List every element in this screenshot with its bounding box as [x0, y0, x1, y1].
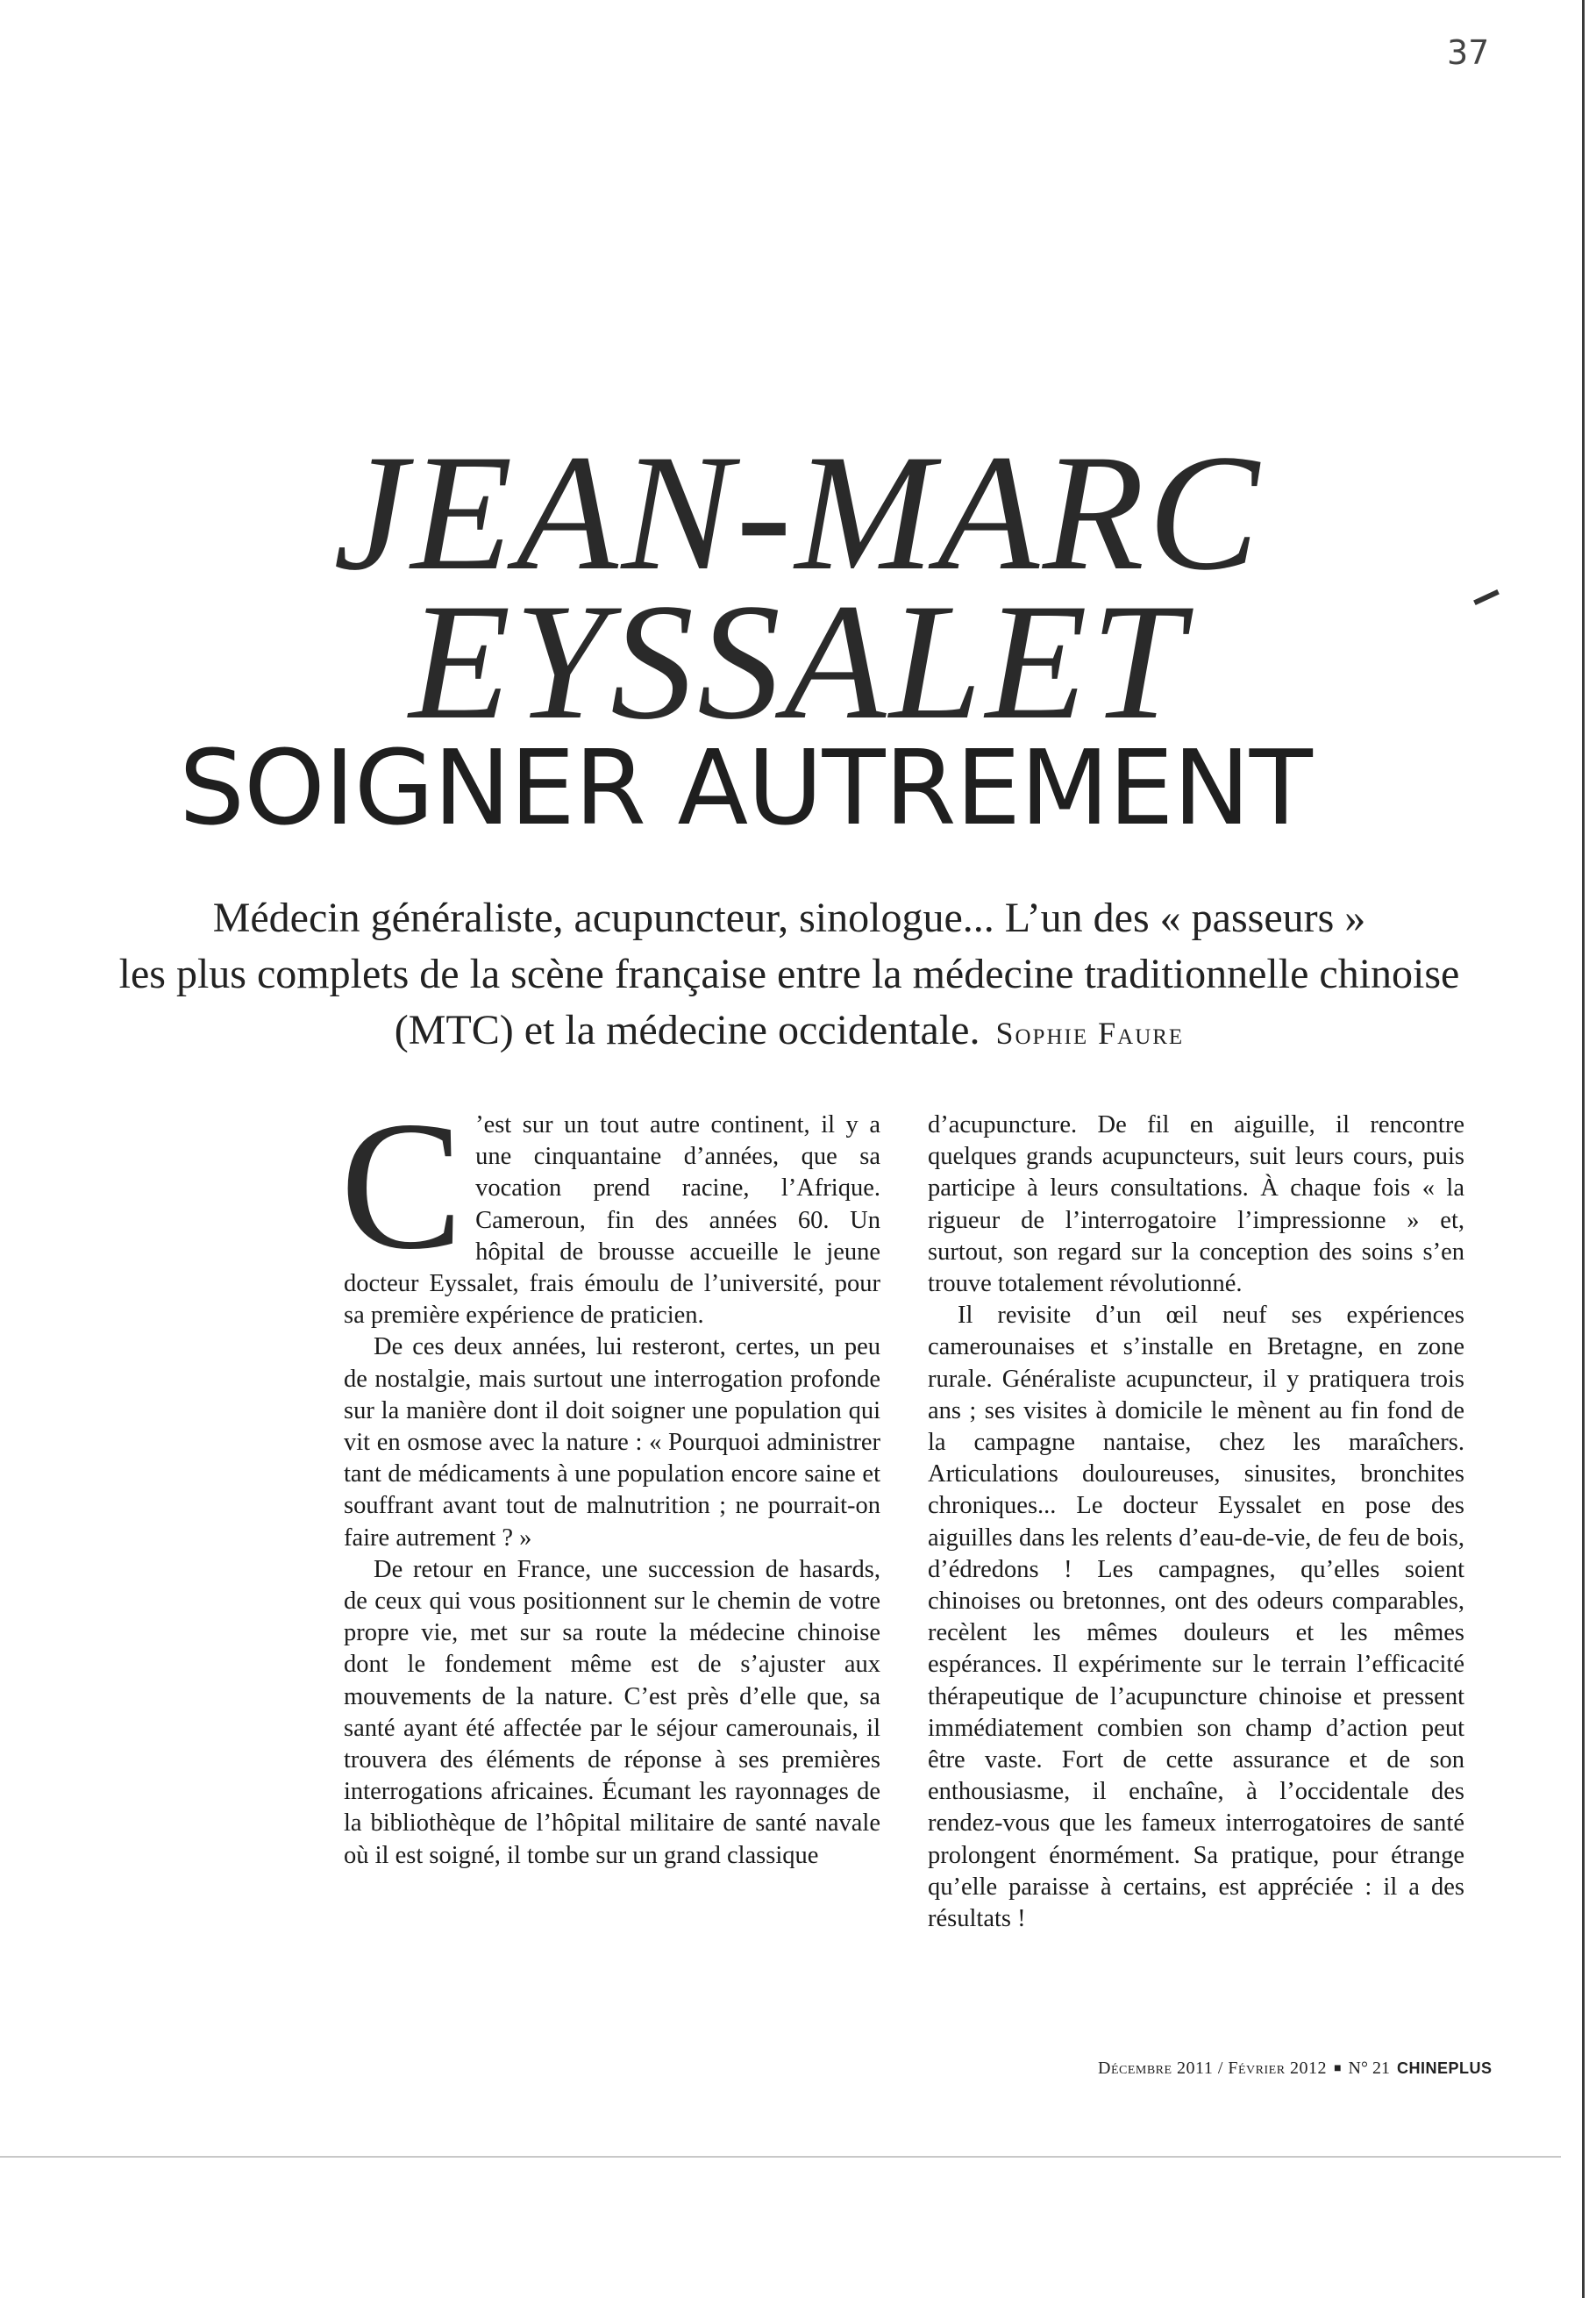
title-line-2: EYSSALET — [409, 570, 1187, 754]
article-paragraph: De ces deux années, lui resteront, certes, un peu de nostalgie, mais surtout une interrogation profonde sur la manière dont il doit soigner une population qui vit en osmose avec la nature : « Pourquoi administrer tant de médicaments à une population encore saine et souffrant avant tout de malnutrition ; ne pourrait-on faire autrement ? » — [344, 1333, 880, 1552]
article-paragraph — [340, 1084, 880, 1331]
magazine-name: CHINEPLUS — [1396, 2059, 1493, 2077]
article-column-right — [928, 1110, 1464, 1935]
author-byline: Sophie Faure — [995, 1016, 1185, 1051]
lead-line-3 — [53, 1003, 1526, 1061]
drop-cap: C — [340, 1084, 464, 1288]
article-paragraph: De retour en France, une succession de hasards, de ceux qui vous positionnent sur le chemin de votre propre vie, met sur sa route la médecine chinoise dont le fondement même est de s’ajuster aux mouvements de la nature. C’est près d’elle que, sa santé ayant été affectée par le séjour camerounais, il trouvera des éléments de réponse à ses premières interrogations africaines. Écumant les rayonnages de la bibliothèque de l’hôpital militaire de santé navale où il est soigné, il tombe sur un grand classique — [344, 1555, 880, 1869]
footer-date: Décembre 2011 / Février 2012 — [1098, 2059, 1328, 2078]
lead-line-2: les plus complets de la scène française entre la médecine traditionnelle chinoise — [118, 951, 1460, 997]
lead-line-1: Médecin généraliste, acupuncteur, sinologue... L’un des « passeurs » — [212, 895, 1366, 941]
title-line-1: JEAN-MARC — [333, 421, 1263, 605]
square-bullet-icon: ■ — [1334, 2061, 1342, 2075]
article-paragraph: Il revisite d’un œil neuf ses expériences camerounaises et s’installe en Bretagne, en zone rurale. Généraliste acupuncteur, il y pratiquera trois ans ; ses visites à domicile le mènent au fin fond de la campagne nantaise, chez les maraîchers. Articulations douloureuses, sinusites, bronchites chroniques... Le docteur Eyssalet en pose des aiguilles dans les relents d’eau-de-vie, de feu de bois, d’édredons ! Les campagnes, qu’elles soient chinoises ou bretonnes, ont des odeurs comparables, recèlent les mêmes douleurs et les mêmes espérances. Il expérimente sur le terrain l’efficacité thérapeutique de l’acupuncture chinoise et pressent immédiatement combien son champ d’action peut être vaste. Fort de cette assurance et de son enthousiasme, il enchaîne, à l’occidentale des rendez-vous que les fameux interrogatoires de santé prolongent énormément. Sa pratique, pour étrange qu’elle paraisse à certains, est appréciée : il a des résultats ! — [928, 1302, 1464, 1933]
paragraph-text: ’est sur un tout autre continent, il y a une cinquantaine d’années, que sa vocation prend racine, l’Afrique. Cameroun, fin des années 60. Un hôpital de brousse accueille le jeune docteur Eyssalet, frais émoulu de l’université, pour sa première expérience de praticien. — [344, 1111, 880, 1330]
lead-paragraph — [53, 890, 1526, 1061]
page-edge-right — [1582, 0, 1585, 2298]
footer-issue: N° 21 — [1348, 2059, 1390, 2078]
article-column-left — [340, 1084, 880, 1872]
scan-artifact-line — [0, 2156, 1561, 2158]
lead-line-3-text: (MTC) et la médecine occidentale. — [394, 1007, 980, 1053]
subtitle: SOIGNER AUTREMENT — [179, 727, 1312, 848]
article-paragraph: d’acupuncture. De fil en aiguille, il rencontre quelques grands acupuncteurs, suit leurs cours, puis participe à leurs consultations. À chaque fois « la rigueur de l’interrogatoire l’impressionne » et, surtout, son regard sur la conception des soins s’en trouve totalement révolutionné. — [928, 1111, 1464, 1298]
page-number: 37 — [1447, 33, 1490, 72]
page-footer — [1098, 2059, 1493, 2079]
